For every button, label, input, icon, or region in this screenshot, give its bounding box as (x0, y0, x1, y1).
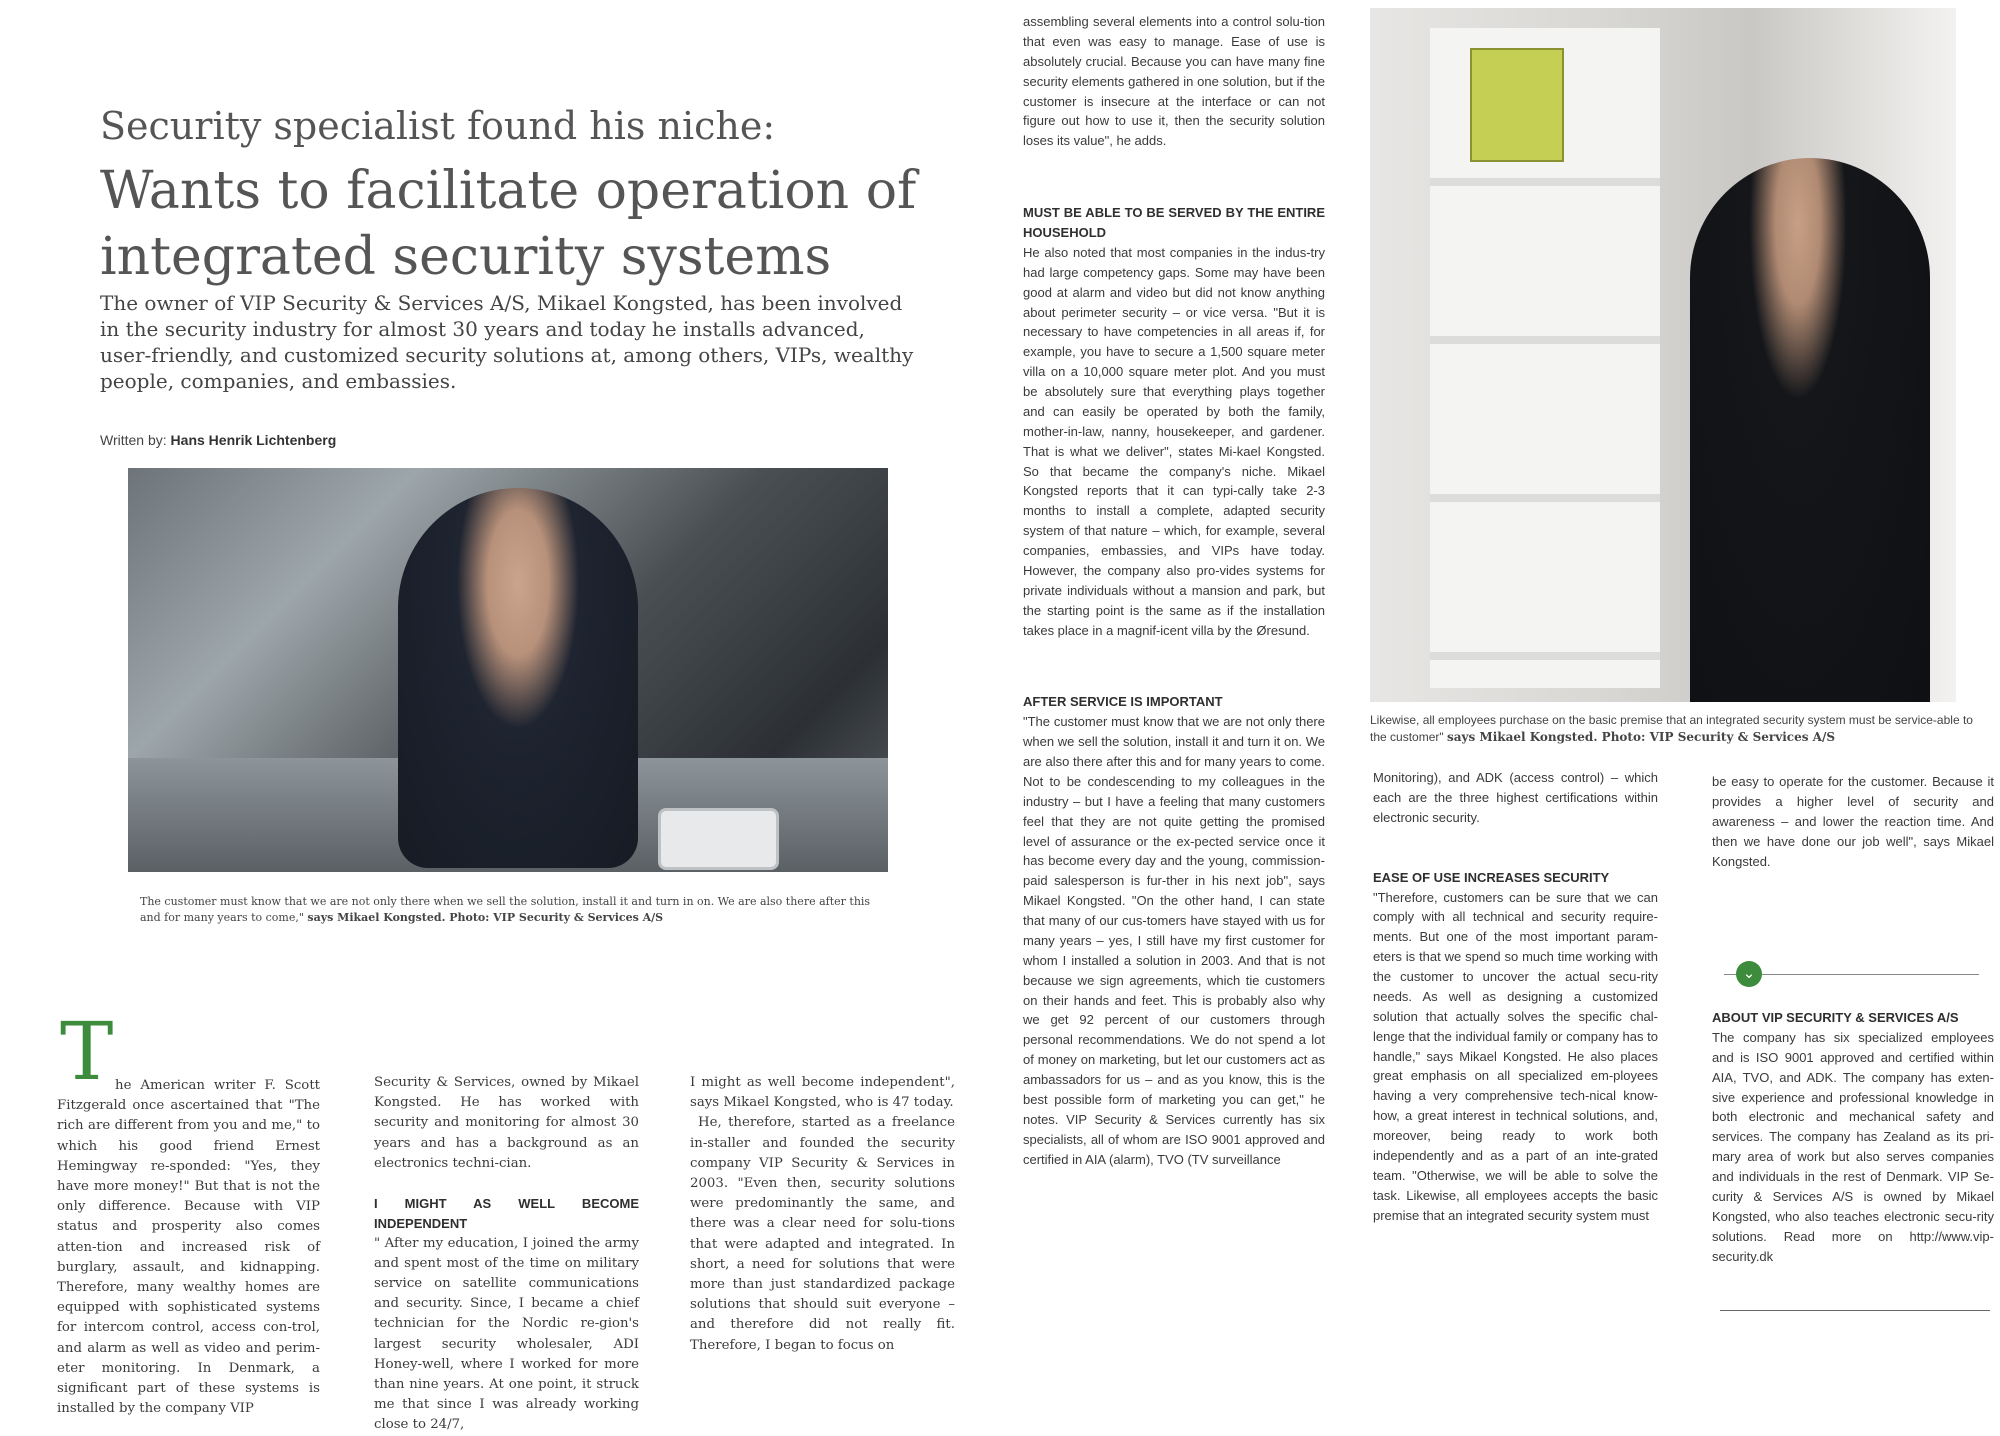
subheading: EASE OF USE INCREASES SECURITY (1373, 869, 1610, 885)
byline-label: Written by: (100, 432, 167, 448)
photo-person-shape (398, 488, 638, 868)
paragraph: he American writer F. Scott Fitzgerald once ascertained that "The rich are different from you and me," to which his good friend Ernest Hemingway re-sponded: "Yes, they have more money!" But that is not the only difference. Because with VIP status and prosperity also comes atten-tion and increased risk of burglary, assault, and kidnapping. Therefore, many wealthy homes are equipped with sophisticated systems for intercom control, access con-trol, and alarm as well as video and perim-eter monitoring. In Denmark, a significant part of these systems is installed by the company VIP (57, 1078, 320, 1417)
footer-rule (1720, 1310, 1990, 1311)
article-headline: Wants to facilitate operation of integrated security systems (100, 161, 917, 288)
photo-mikael-kongsted-portrait (128, 468, 888, 872)
photo-control-panel-shape (658, 808, 779, 870)
paragraph: "The customer must know that we are not only there when we sell the solution, install it and turn it on. We are also there after this and for many years to come. Not to be condescending to my colleagues in the industry – but I have a feeling that many customers feel that they are not quite getting the promised level of assurance or the ex-pected service once it has become every day and the young, commission-paid salesperson is fur-ther in his next job", says Mikael Kongsted. "On the other hand, I can state that many of our cus-tomers have stayed with us for many years – yes, I still have my first customer for whom I installed a solution in 2003. And that is not because we sign agreements, which tie customers on their hands and feet. This is probably also why we get 92 percent of our customers through personal recommendations. We do not spend a lot of money on marketing, but let our customers act as ambassadors for us – and as you know, this is the best possible form of marketing you can get," he notes. VIP Security & Services currently has six specialists, all of whom are ISO 9001 approved and certified in AIA (alarm), TVO (TV surveillance (1023, 714, 1325, 1167)
photo1-caption (140, 894, 880, 926)
subheading: I MIGHT AS WELL BECOME INDEPENDENT (374, 1196, 639, 1231)
subheading: ABOUT VIP SECURITY & SERVICES A/S (1712, 1010, 1959, 1025)
article-column-3 (690, 1073, 955, 1356)
photo2-caption-credit: says Mikael Kongsted. Photo: VIP Security & Services A/S (1446, 730, 1836, 745)
drop-cap: T (60, 1005, 114, 1098)
photo1-caption-text: The customer must know that we are not only there when we sell the solution, install it and turn in on. We are also there after this and for many years to come," (140, 895, 871, 924)
paragraph: be easy to operate for the customer. Because it provides a higher level of security and awareness – and lower the reaction time. And then we have done our job well", says Mikael Kongsted. (1712, 774, 1994, 869)
paragraph: He also noted that most companies in the indus-try had large competency gaps. Some may have been good at alarm and video but did not know anything about perimeter security – or vice versa. "But it is necessary to have competencies in all areas if, for example, you have to secure a 1,500 square meter villa on a 10,000 square meter plot. And you must be absolutely sure that everything plays together and can easily be operated by both the family, mother-in-law, nanny, housekeeper, and gardener. That is what we deliver", states Mi-kael Kongsted. So that became the company's niche. Mikael Kongsted reports that it can typi-cally take 2-3 months to install a complete, adapted security system of that nature – which, for example, several companies, embassies, and VIPs have today. However, the company also pro-vides systems for private individuals without a mansion and park, but the starting point is the same as if the installation takes place in a magnif-icent villa by the Øresund. (1023, 244, 1325, 638)
photo1-caption-credit: says Mikael Kongsted. Photo: VIP Security & Services A/S (307, 910, 664, 924)
byline-author: Hans Henrik Lichtenberg (170, 432, 337, 448)
paragraph: I might as well become independent", says Mikael Kongsted, who is 47 today. (690, 1075, 955, 1111)
article-intro: The owner of VIP Security & Services A/S, Mikael Kongsted, has been involved in the security industry for almost 30 years and today he installs advanced, user-friendly, and customized security solutions at, among others, VIPs, wealthy people, companies, and embassies. (100, 291, 914, 393)
subheading: MUST BE ABLE TO BE SERVED BY THE ENTIRE HOUSEHOLD (1023, 205, 1325, 240)
photo2-caption (1370, 712, 1990, 747)
paragraph: assembling several elements into a control solu-tion that even was easy to manage. Ease of use is absolutely crucial. Because you can have many fine security elements gathered in one solution, but if the customer is insecure at the interface or can not figure out how to use it, then the security solution loses its value", he adds. (1023, 14, 1325, 149)
photo2-caption-text: Likewise, all employees purchase on the basic premise that an integrated security system must be service-able to the customer" (1370, 713, 1973, 745)
article-column-5 (1373, 768, 1658, 1225)
paragraph: The company has six specialized employees and is ISO 9001 approved and certified within AIA, TVO, and ADK. The company has exten-sive experience and professional knowledge in both electronic and mechanical safety and services. The company has Zealand as its pri-mary area of work but also serves companies and individuals in the rest of Denmark. VIP Se-curity & Services A/S is owned by Mikael Kongsted, who also teaches electronic secu-rity solutions. Read more on http://www.vip-security.dk (1712, 1029, 1994, 1264)
paragraph: Monitoring), and ADK (access control) – which each are the three highest certifications within electronic security. (1373, 770, 1658, 825)
paragraph: "Therefore, customers can be sure that we can comply with all technical and security require-ments. But one of the most important param-eters is that we spend so much time working with the customer to uncover the actual secu-rity needs. As well as designing a customized solution that actually solves the specific chal-lenge that the individual family or company has to handle," says Mikael Kongsted. He also places great emphasis on all specialized em-ployees having a very comprehensive tech-nical know-how, a great interest in technical solutions, and, moreover, being ready to work both independently and as a part of an inte-grated team. "Otherwise, we will be able to solve the task. Likewise, all employees accepts the basic premise that an integrated security system must (1373, 889, 1658, 1223)
paragraph: " After my education, I joined the army and spent most of the time on military service on satellite communications and security. Since, I became a chief technician for the Nordic re-gion's largest security wholesaler, ADI Honey-well, where I worked for more than nine years. At one point, it struck me that since I was already working close to 24/7, (374, 1235, 639, 1433)
article-column-4 (1023, 12, 1325, 1169)
article-column-1 (57, 1076, 320, 1419)
photo-installation (1370, 8, 1956, 702)
subheading: AFTER SERVICE IS IMPORTANT (1023, 694, 1223, 710)
photo-technician-shape (1690, 158, 1930, 702)
article-column-2 (374, 1073, 639, 1436)
byline (100, 432, 336, 448)
article-kicker: Security specialist found his niche: (100, 104, 776, 148)
chevron-down-icon: ⌄ (1736, 961, 1762, 987)
divider-line (1724, 974, 1979, 975)
photo-circuit-board-shape (1470, 48, 1564, 162)
article-column-6 (1712, 772, 1994, 871)
paragraph: He, therefore, started as a freelance in-staller and founded the security company VIP Security & Services in 2003. "Even then, security solutions were predominantly the same, and there was a clear need for solu-tions that were adapted and integrated. In short, a need for solutions that were more than just standardized package solutions that should suit everyone – and therefore did not really fit. Therefore, I began to focus on (690, 1115, 955, 1353)
about-box (1712, 1008, 1994, 1266)
paragraph: Security & Services, owned by Mikael Kongsted. He has worked with security and monitoring for almost 30 years and has a background as an electronics techni-cian. (374, 1075, 639, 1171)
